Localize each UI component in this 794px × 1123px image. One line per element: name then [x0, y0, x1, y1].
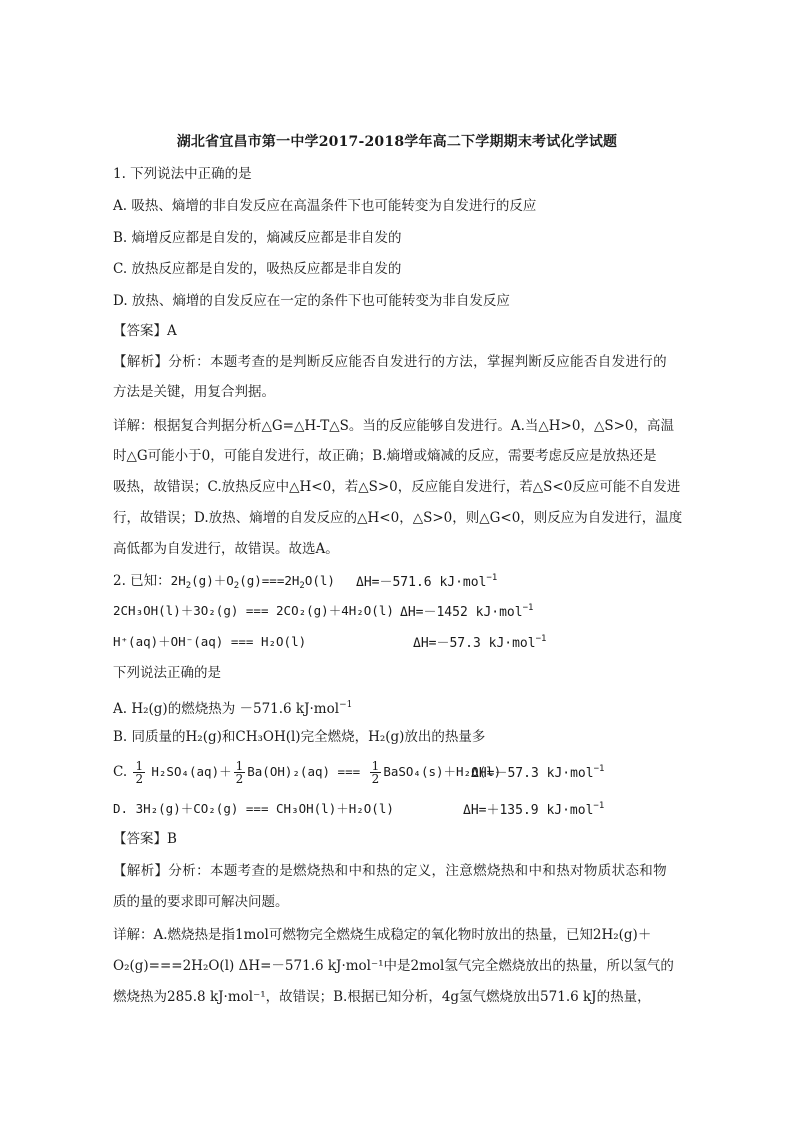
question-2-option-c: C. $\frac{1}{2}$ H₂SO₄(aq)＋ $\frac{1}{2}$ Ba(OH)₂(aq) === $\frac{1}{2}$ BaSO₄(s)＋H₂O(l) — [113, 759, 502, 786]
question-2-option-b: B. 同质量的H₂(g)和CH₃OH(l)完全燃烧，H₂(g)放出的热量多 — [113, 729, 486, 745]
question-2-answer: 【答案】B — [113, 831, 177, 847]
option-d-delta-h: ΔH=＋135.9 kJ·mol$^{-1}$ — [463, 801, 605, 818]
question-1-option-d: D. 放热、熵增的自发反应在一定的条件下也可能转变为非自发反应 — [113, 293, 510, 309]
fraction-half: $\frac{1}{2}$ — [371, 759, 380, 786]
question-2-equation-2: 2CH₃OH(l)＋3O₂(g) === 2CO₂(g)＋4H₂O(l) — [113, 603, 394, 618]
question-2-detail-line: O₂(g)===2H₂O(l) ΔH=－571.6 kJ·mol⁻¹中是2mol氢气完全燃烧放出的热量，所以氢气的 — [113, 958, 674, 974]
question-2-analysis-line: 质的量的要求即可解决问题。 — [113, 894, 289, 910]
question-1-detail-line: 时△G可能小于0，可能自发进行，故正确；B.熵增或熵减的反应，需要考虑反应是放热还是 — [113, 448, 657, 464]
question-1-stem: 1. 下列说法中正确的是 — [113, 166, 252, 182]
question-2-equation-3: H⁺(aq)＋OH⁻(aq) === H₂O(l) — [113, 634, 307, 649]
page-title: 湖北省宜昌市第一中学2017-2018学年高二下学期期末考试化学试题 — [176, 134, 618, 150]
question-1-option-c: C. 放热反应都是自发的，吸热反应都是非自发的 — [113, 261, 402, 277]
equation-1-delta-h: ΔH=－571.6 kJ·mol$^{-1}$ — [356, 573, 498, 590]
question-2-analysis-line: 【解析】分析：本题考查的是燃烧热和中和热的定义，注意燃烧热和中和热对物质状态和物 — [113, 863, 667, 879]
equation-3-delta-h: ΔH=－57.3 kJ·mol$^{-1}$ — [413, 634, 547, 651]
equation-2-delta-h: ΔH=－1452 kJ·mol$^{-1}$ — [400, 603, 534, 620]
question-2-option-d: D. 3H₂(g)＋CO₂(g) === CH₃OH(l)＋H₂O(l) — [113, 801, 394, 816]
question-2-intro: 2. 已知： — [113, 573, 171, 589]
option-c-delta-h: ΔH=－57.3 kJ·mol$^{-1}$ — [471, 764, 605, 781]
question-2-option-a: A. H₂(g)的燃烧热为 －571.6 kJ·mol$^{-1}$ — [113, 700, 353, 717]
question-2-equation-1: 2. 已知：$2H_2(g)+O_2(g)===2H_2O(l)$ — [113, 573, 335, 591]
question-1-answer: 【答案】A — [113, 323, 177, 339]
question-1-detail-line: 高低都为自发进行，故错误。故选A。 — [113, 541, 339, 557]
question-1-detail-line: 行，故错误；D.放热、熵增的自发反应的△H<0，△S>0，则△G<0，则反应为自发进行，温度 — [113, 510, 683, 526]
question-1-detail-line: 吸热，故错误；C.放热反应中△H<0，若△S>0，反应能自发进行，若△S<0反应可能不自发进 — [113, 479, 681, 495]
question-1-option-b: B. 熵增反应都是自发的，熵减反应都是非自发的 — [113, 230, 402, 246]
fraction-half: $\frac{1}{2}$ — [235, 759, 244, 786]
question-1-detail-line: 详解：根据复合判据分析△G=△H-T△S。当的反应能够自发进行。A.当△H>0，△S>0，高温 — [113, 418, 674, 434]
question-1-analysis-line: 方法是关键，用复合判据。 — [113, 384, 275, 400]
question-2-detail-line: 详解：A.燃烧热是指1mol可燃物完全燃烧生成稳定的氧化物时放出的热量，已知2H₂(g)＋ — [113, 927, 652, 943]
question-1-analysis-line: 【解析】分析：本题考查的是判断反应能否自发进行的方法，掌握判断反应能否自发进行的 — [113, 354, 667, 370]
fraction-half: $\frac{1}{2}$ — [135, 759, 144, 786]
question-1-option-a: A. 吸热、熵增的非自发反应在高温条件下也可能转变为自发进行的反应 — [113, 198, 537, 214]
question-2-detail-line: 燃烧热为285.8 kJ·mol⁻¹，故错误；B.根据已知分析，4g氢气燃烧放出571.6 kJ的热量， — [113, 989, 651, 1005]
question-2-stem: 下列说法正确的是 — [113, 665, 221, 681]
